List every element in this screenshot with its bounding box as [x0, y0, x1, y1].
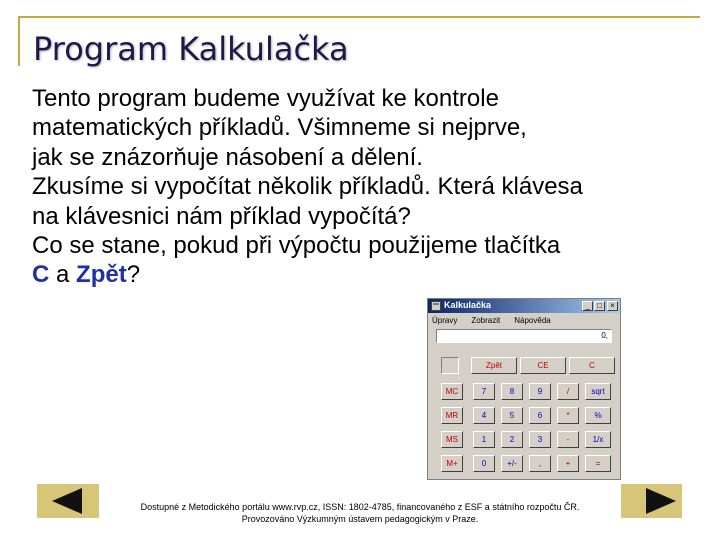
calculator-app-icon [431, 301, 441, 311]
key-divide[interactable]: / [557, 383, 579, 400]
slide-body [32, 84, 692, 290]
key-minus[interactable]: - [557, 431, 579, 448]
arrow-left-icon[interactable] [52, 488, 82, 514]
key-ms[interactable]: MS [441, 431, 463, 448]
body-line: Zkusíme si vypočítat několik příkladů. Která klávesa [32, 173, 583, 201]
key-mr[interactable]: MR [441, 407, 463, 424]
key-c[interactable]: C [569, 357, 615, 374]
key-7[interactable]: 7 [473, 383, 495, 400]
body-line: Tento program budeme využívat ke kontrole [32, 85, 499, 112]
key-5[interactable]: 5 [501, 407, 523, 424]
calculator-menubar [432, 316, 565, 325]
key-reciprocal[interactable]: 1/x [585, 431, 611, 448]
maximize-button[interactable]: □ [594, 301, 605, 311]
arrow-right-icon[interactable] [646, 488, 676, 514]
key-3[interactable]: 3 [529, 431, 551, 448]
title-frame-vertical [18, 16, 20, 66]
key-2[interactable]: 2 [501, 431, 523, 448]
body-line: matematických příkladů. Všimneme si nejprve, [32, 114, 527, 142]
question-mark: ? [126, 261, 141, 289]
footer-text [99, 501, 621, 525]
title-frame-horizontal [18, 16, 700, 18]
key-mc[interactable]: MC [441, 383, 463, 400]
key-sqrt[interactable]: sqrt [585, 383, 611, 400]
key-decimal[interactable]: , [529, 455, 551, 472]
zpet-key-mention: Zpět [76, 261, 127, 289]
conjunction: a [49, 261, 77, 289]
calculator-titlebar [428, 299, 620, 313]
footer-line-1: Dostupné z Metodického portálu www.rvp.cz, ISSN: 1802-4785, financovaného z ESF a státního rozpočtu ČR. [140, 502, 580, 512]
slide-title: Program Kalkulačka [33, 30, 349, 68]
calculator-title: Kalkulačka [444, 300, 492, 310]
key-equals[interactable]: = [585, 455, 611, 472]
memory-indicator [441, 357, 459, 374]
body-line-last [32, 260, 692, 289]
c-key-mention: C [32, 261, 50, 289]
key-zpet[interactable]: Zpět [471, 357, 517, 374]
key-ce[interactable]: CE [520, 357, 566, 374]
body-line: jak se znázorňuje násobení a dělení. [32, 143, 423, 171]
menu-napoveda[interactable]: Nápověda [514, 316, 551, 325]
key-4[interactable]: 4 [473, 407, 495, 424]
key-plus[interactable]: + [557, 455, 579, 472]
menu-zobrazit[interactable]: Zobrazit [471, 316, 501, 325]
body-line: na klávesnici nám příklad vypočítá? [32, 202, 411, 230]
close-button[interactable]: × [607, 301, 618, 311]
minimize-button[interactable]: _ [582, 301, 593, 311]
key-1[interactable]: 1 [473, 431, 495, 448]
key-6[interactable]: 6 [529, 407, 551, 424]
key-0[interactable]: 0 [473, 455, 495, 472]
key-multiply[interactable]: * [557, 407, 579, 424]
key-mplus[interactable]: M+ [441, 455, 463, 472]
footer-line-2: Provozováno Výzkumným ústavem pedagogickým v Praze. [241, 514, 479, 524]
key-plus-minus[interactable]: +/- [501, 455, 523, 472]
menu-upravy[interactable]: Úpravy [432, 316, 458, 325]
key-8[interactable]: 8 [501, 383, 523, 400]
body-line: Co se stane, pokud při výpočtu použijeme tlačítka [32, 232, 561, 260]
calculator-display: 0, [436, 329, 612, 343]
key-9[interactable]: 9 [529, 383, 551, 400]
key-percent[interactable]: % [585, 407, 611, 424]
calculator-window [427, 298, 621, 480]
